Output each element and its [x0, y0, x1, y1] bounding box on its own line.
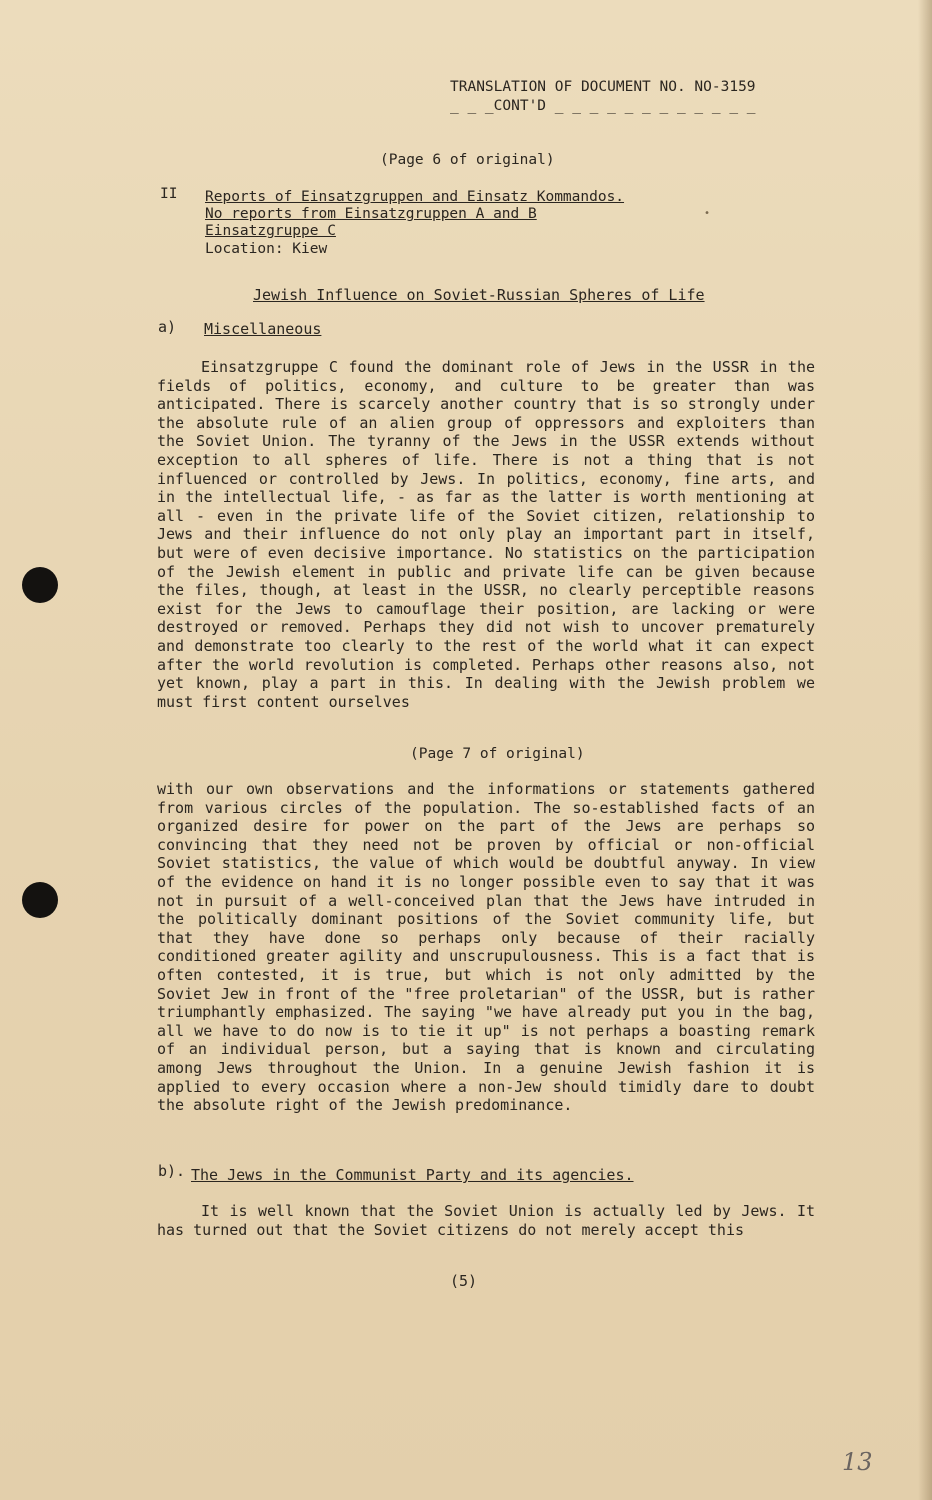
- subsection-a-title: Miscellaneous: [204, 320, 322, 338]
- section-ii-location: Location: Kiew: [205, 240, 328, 257]
- subsection-a-label: a): [158, 318, 177, 336]
- subsection-b-title: The Jews in the Communist Party and its agencies.: [191, 1166, 634, 1184]
- paragraph-3: [157, 1202, 815, 1239]
- section-heading: Jewish Influence on Soviet-Russian Spheres of Life: [253, 286, 705, 304]
- page-ref-6: (Page 6 of original): [380, 152, 555, 168]
- section-ii-line2: No reports from Einsatzgruppen A and B: [205, 206, 537, 223]
- page-number: (5): [450, 1272, 478, 1290]
- header-contd: _ _ _CONT'D _ _ _ _ _ _ _ _ _ _ _ _: [450, 98, 756, 114]
- document-header: [450, 78, 756, 116]
- paragraph-1-text: Einsatzgruppe C found the dominant role of Jews in the USSR in the fields of politics, economy, and culture to be greater than was anticipated. There is scarcely another country that is so strongly under the absolute rule of an alien group of oppressors and exploiters than the Soviet Union. The tyranny of the Jews in the USSR extends without exception to all spheres of life. There is not a thing that is not influenced or controlled by Jews. In politics, economy, fine arts, and in the intellectual life, - as far as the latter is worth mentioning at all - even in the private life of the Soviet citizen, relationship to Jews and their influence do not only play an important part in itself, but were of even decisive importance. No statistics on the participation of the Jewish element in public and private life can be given because the files, though, at least in the USSR, no clearly perceptible reasons exist for the Jews to camouflage their position, are lacking or were destroyed or removed. Perhaps they did not wish to uncover prematurely and demonstrate too clearly to the rest of the world what it can expect after the world revolution is completed. Perhaps other reasons also, not yet known, play a part in this. In dealing with the Jewish problem we must first content ourselves: [157, 358, 815, 711]
- page-ref-7: (Page 7 of original): [410, 746, 585, 762]
- section-ii-numeral: II: [160, 186, 178, 202]
- punch-hole-top: [22, 567, 58, 603]
- paragraph-2-text: with our own observations and the informations or statements gathered from various circles of the population. The so-established facts of an organized desire for power on the part of the Jews are perhaps so convincing that they need not be proven by official or non-official Soviet statistics, the value of which would be doubtful anyway. In view of the evidence on hand it is no longer possible even to say that it was not in pursuit of a well-conceived plan that the Jews have intruded in the politically dominant positions of the Soviet community life, but that they have done so perhaps only because of their racially conditioned greater agility and unscrupulousness. This is a fact that is often contested, it is true, but which is not only admitted by the Soviet Jew in front of the "free proletarian" of the USSR, but is rather triumphantly emphasized. The saying "we have already put you in the bag, all we have to do now is to tie it up" is not perhaps a boasting remark of an individual person, but a saying that is known and circulating among Jews throughout the Union. In a genuine Jewish fashion it is applied to every occasion where a non-Jew should timidly dare to doubt the absolute right of the Jewish predominance.: [157, 780, 815, 1115]
- section-ii-block: [205, 189, 624, 258]
- header-title: TRANSLATION OF DOCUMENT NO. NO-3159: [450, 79, 756, 95]
- punch-hole-bottom: [22, 882, 58, 918]
- handwritten-page-number: 13: [842, 1448, 873, 1476]
- paragraph-3-text: It is well known that the Soviet Union is actually led by Jews. It has turned out that the Soviet citizens do not merely accept this: [157, 1202, 815, 1239]
- paragraph-1: [157, 358, 815, 711]
- stray-mark: •: [704, 208, 711, 219]
- subsection-b-label: b).: [158, 1162, 186, 1180]
- paper-edge-shadow: [918, 0, 932, 1500]
- paragraph-2: [157, 780, 815, 1115]
- section-ii-line1: Reports of Einsatzgruppen and Einsatz Kommandos.: [205, 189, 625, 205]
- section-ii-line3: Einsatzgruppe C: [205, 223, 336, 240]
